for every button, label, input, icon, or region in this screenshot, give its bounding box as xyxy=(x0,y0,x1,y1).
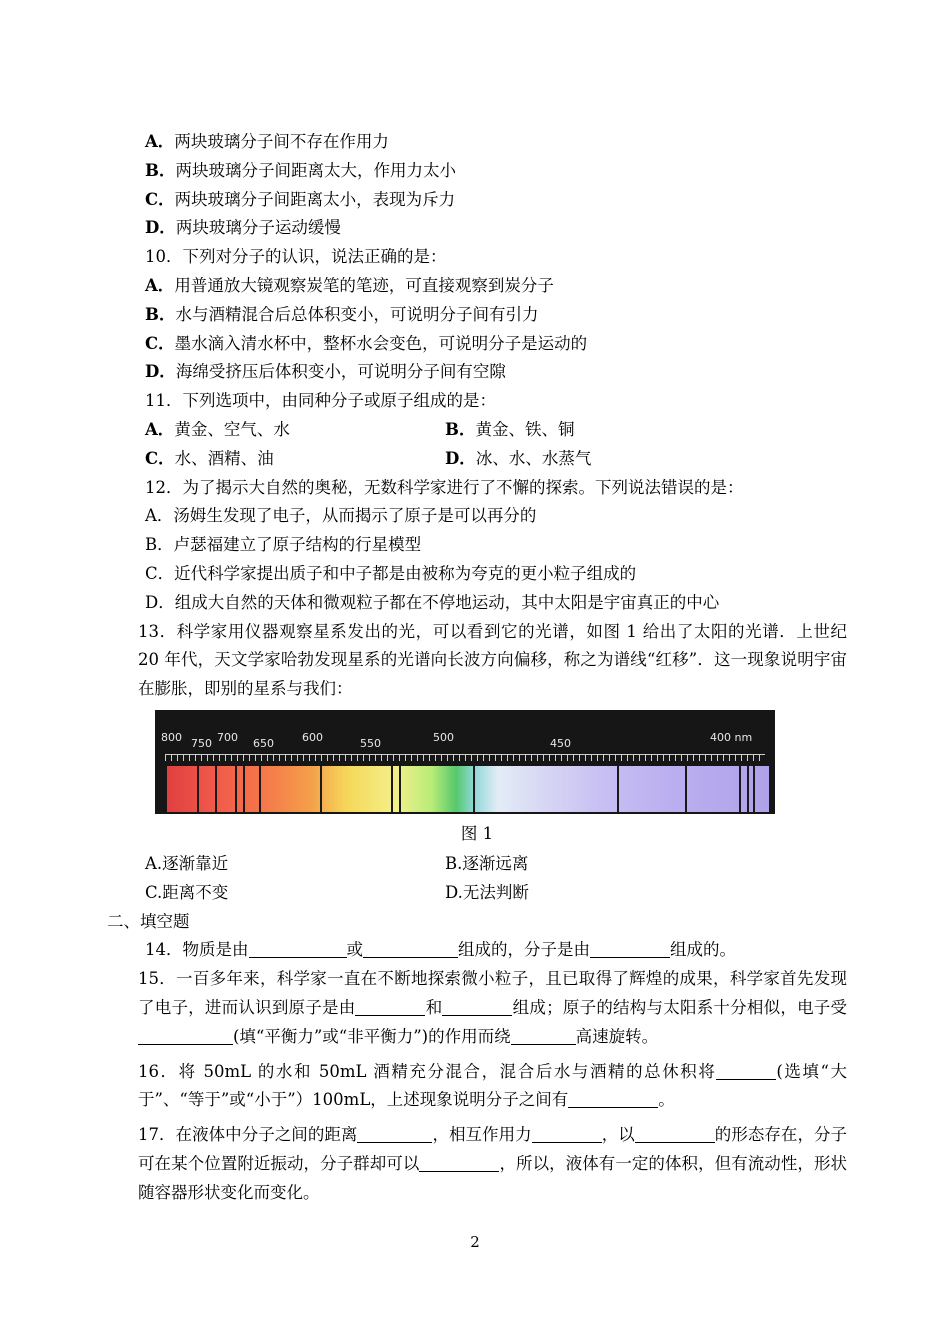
q10-stem: 10．下列对分子的认识，说法正确的是： xyxy=(145,247,447,267)
q11-option-c: C．水、酒精、油 xyxy=(145,448,274,468)
wavelength-scale xyxy=(165,754,765,761)
fraunhofer-line xyxy=(259,766,261,812)
answer-blank[interactable] xyxy=(635,1124,715,1143)
q11-options-row-1 xyxy=(107,416,847,445)
q14: 14．物质是由 或 组成的，分子是由 组成的。 xyxy=(145,940,736,960)
q9-option-a: A．两块玻璃分子间不存在作用力 xyxy=(145,132,389,151)
fraunhofer-line xyxy=(685,766,687,812)
q13-options-row-1 xyxy=(107,850,847,879)
answer-blank[interactable] xyxy=(716,1061,776,1080)
fraunhofer-line xyxy=(235,766,237,812)
exam-page xyxy=(107,128,847,1208)
spectrum-label-600: 600 xyxy=(302,730,323,744)
fraunhofer-line xyxy=(197,766,199,812)
answer-blank[interactable] xyxy=(532,1124,602,1143)
spectrum-label-800: 800 xyxy=(161,730,182,744)
q17: 17．在液体中分子之间的距离 ，相互作用力 ，以 的形态存在，分子可在某个位置附近振动，分子群却可以 ，所以，液体有一定的体积，但有流动性，形状随容器形状变化而变化。 xyxy=(138,1125,848,1202)
fraunhofer-line xyxy=(747,766,749,812)
q13-stem: 13．科学家用仪器观察星系发出的光，可以看到它的光谱，如图 1 给出了太阳的光谱．上世纪 20 年代，天文学家哈勃发现星系的光谱向长波方向偏移，称之为谱线“红移”．这一现象说明宇宙在膨胀，即别的星系与我们： xyxy=(138,621,847,699)
spectrum-label-650: 650 xyxy=(253,736,274,750)
fraunhofer-line xyxy=(320,766,322,812)
q10-option-d: D．海绵受挤压后体积变小，可说明分子间有空隙 xyxy=(145,362,506,382)
q13-option-c: C.距离不变 xyxy=(145,882,229,902)
fraunhofer-line xyxy=(617,766,619,812)
q9-option-c: C．两块玻璃分子间距离太小，表现为斥力 xyxy=(145,189,456,209)
q11-option-b: B．黄金、铁、铜 xyxy=(445,419,575,439)
answer-blank[interactable] xyxy=(138,1026,233,1045)
answer-blank[interactable] xyxy=(511,1026,576,1045)
answer-blank[interactable] xyxy=(419,1153,499,1172)
answer-blank[interactable] xyxy=(568,1089,658,1108)
fraunhofer-line xyxy=(391,766,393,812)
q12-option-a: A．汤姆生发现了电子，从而揭示了原子是可以再分的 xyxy=(145,506,537,526)
q13-option-b: B.逐渐远离 xyxy=(445,853,529,873)
q12-option-c: C．近代科学家提出质子和中子都是由被称为夸克的更小粒子组成的 xyxy=(145,563,637,583)
q10-option-b: B．水与酒精混合后总体积变小，可说明分子间有引力 xyxy=(145,304,539,324)
fraunhofer-line xyxy=(753,766,755,812)
figure-caption: 图 1 xyxy=(460,823,494,843)
spectrum-label-400nm: 400 nm xyxy=(710,730,753,744)
fraunhofer-line xyxy=(739,766,741,812)
q9-option-d: D．两块玻璃分子运动缓慢 xyxy=(145,218,341,238)
q12-option-b: B．卢瑟福建立了原子结构的行星模型 xyxy=(145,535,422,555)
solar-spectrum-figure xyxy=(155,710,775,814)
q11-options-row-2 xyxy=(107,445,847,474)
answer-blank[interactable] xyxy=(363,939,458,958)
q12-stem: 12．为了揭示大自然的奥秘，无数科学家进行了不懈的探索。下列说法错误的是： xyxy=(145,477,744,497)
color-band xyxy=(167,766,769,812)
q16: 16．将 50mL 的水和 50mL 酒精充分混合，混合后水与酒精的总休积将 (选填“大于”、“等于”或“小于”）100mL，上述现象说明分子之间有 。 xyxy=(138,1061,847,1110)
spectrum-label-750: 750 xyxy=(191,736,212,750)
q10-option-a: A．用普通放大镜观察炭笔的笔迹，可直接观察到炭分子 xyxy=(145,275,554,295)
answer-blank[interactable] xyxy=(249,939,347,958)
q13-option-a: A.逐渐靠近 xyxy=(145,853,229,873)
q13-option-d: D.无法判断 xyxy=(445,882,529,902)
q11-stem: 11．下列选项中，由同种分子或原子组成的是： xyxy=(145,391,496,411)
spectrum-label-700: 700 xyxy=(217,730,238,744)
answer-blank[interactable] xyxy=(357,1124,432,1143)
page-number: 2 xyxy=(470,1233,480,1251)
answer-blank[interactable] xyxy=(442,997,512,1016)
q11-option-d: D．冰、水、水蒸气 xyxy=(445,448,592,468)
fraunhofer-line xyxy=(473,766,475,812)
q13-options-row-2 xyxy=(107,879,847,908)
section-title: 二、填空题 xyxy=(107,911,190,931)
q15: 15．一百多年来，科学家一直在不断地探索微小粒子，且已取得了辉煌的成果，科学家首先发现了电子，进而认识到原子是由 和 组成；原子的结构与太阳系十分相似，电子受(填“平衡力”或“非平衡力”)的作用而绕 高速旋转。 xyxy=(138,969,848,1046)
q11-option-a: A．黄金、空气、水 xyxy=(145,419,290,439)
spectrum-label-450: 450 xyxy=(550,736,571,750)
q9-option-b: B．两块玻璃分子间距离太大，作用力太小 xyxy=(145,160,456,180)
answer-blank[interactable] xyxy=(590,939,670,958)
answer-blank[interactable] xyxy=(355,997,425,1016)
fraunhofer-line xyxy=(215,766,217,812)
spectrum-label-550: 550 xyxy=(360,736,381,750)
spectrum-label-500: 500 xyxy=(433,730,454,744)
fraunhofer-line xyxy=(243,766,245,812)
q12-option-d: D．组成大自然的天体和微观粒子都在不停地运动，其中太阳是宇宙真正的中心 xyxy=(145,592,720,612)
fraunhofer-line xyxy=(399,766,401,812)
q10-option-c: C．墨水滴入清水杯中，整杯水会变色，可说明分子是运动的 xyxy=(145,333,588,353)
